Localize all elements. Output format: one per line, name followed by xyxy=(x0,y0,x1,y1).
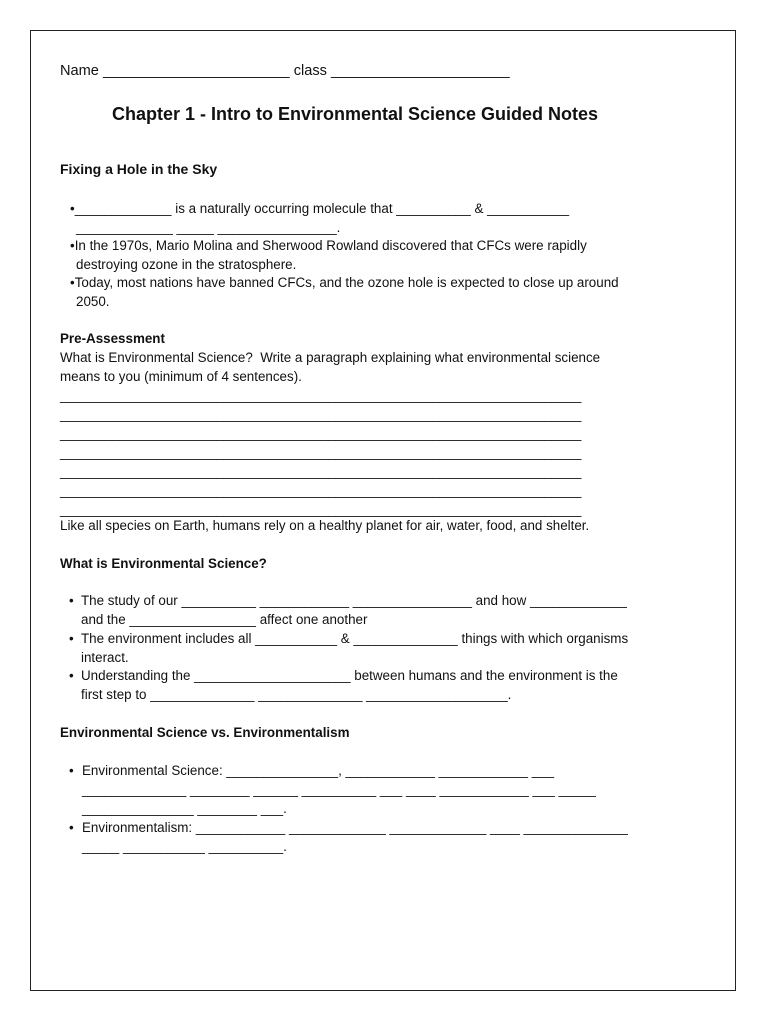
includes-bullet-line1: The environment includes all ___________ & ______________ things with which organisms xyxy=(81,631,629,646)
env-sci-bullet-line3: _______________ ________ ___. xyxy=(82,801,287,816)
bullet-dot: • xyxy=(69,763,74,778)
answer-line: ______________________________________________________________________ xyxy=(60,388,582,403)
answer-line: ______________________________________________________________________ xyxy=(60,407,582,422)
pre-assessment-heading: Pre-Assessment xyxy=(60,331,165,346)
bullet-dot: • xyxy=(69,668,74,683)
cfc-bullet-line1: •In the 1970s, Mario Molina and Sherwood Rowland discovered that CFCs were rapidly xyxy=(70,238,587,253)
answer-line: ______________________________________________________________________ xyxy=(60,426,582,441)
page-title: Chapter 1 - Intro to Environmental Science Guided Notes xyxy=(111,104,599,124)
ban-bullet-line1: •Today, most nations have banned CFCs, and the ozone hole is expected to close up around xyxy=(70,275,619,290)
env-sci-bullet-line2: ______________ ________ ______ __________ ___ ____ ____________ ___ _____ xyxy=(82,782,596,797)
bullet-dot: • xyxy=(69,593,74,608)
study-bullet-line2: and the _________________ affect one another xyxy=(81,612,368,627)
bullet-dot: • xyxy=(69,631,74,646)
ozone-bullet-line1: •_____________ is a naturally occurring molecule that __________ & ___________ xyxy=(70,201,570,216)
ozone-bullet-line2: _____________ _____ ________________. xyxy=(76,220,341,235)
study-bullet-line1: The study of our __________ ____________ ________________ and how _____________ xyxy=(81,593,627,608)
answer-line: ______________________________________________________________________ xyxy=(60,483,582,498)
includes-bullet-line2: interact. xyxy=(81,650,129,665)
env-sci-vs-environmentalism-heading: Environmental Science vs. Environmentalism xyxy=(60,725,350,740)
bullet-dot: • xyxy=(69,820,74,835)
pre-assessment-question-line1: What is Environmental Science? Write a paragraph explaining what environmental science xyxy=(60,350,601,365)
env-sci-bullet-line1: Environmental Science: _______________, ____________ ____________ ___ xyxy=(82,763,555,778)
what-is-env-sci-heading: What is Environmental Science? xyxy=(60,556,267,571)
section-heading-fixing-hole: Fixing a Hole in the Sky xyxy=(60,161,218,177)
ban-bullet-line2: 2050. xyxy=(76,294,110,309)
understanding-bullet-line1: Understanding the _____________________ between humans and the environment is the xyxy=(81,668,618,683)
answer-line: ______________________________________________________________________ xyxy=(60,445,582,460)
healthy-planet-sentence: Like all species on Earth, humans rely on a healthy planet for air, water, food, and shelter. xyxy=(60,518,590,533)
cfc-bullet-line2: destroying ozone in the stratosphere. xyxy=(76,257,297,272)
environmentalism-bullet-line1: Environmentalism: ____________ _____________ _____________ ____ ______________ xyxy=(82,820,628,835)
understanding-bullet-line2: first step to ______________ ______________ ___________________. xyxy=(81,687,512,702)
answer-line: ______________________________________________________________________ xyxy=(60,502,582,517)
answer-line: ______________________________________________________________________ xyxy=(60,464,582,479)
pre-assessment-question-line2: means to you (minimum of 4 sentences). xyxy=(60,369,302,384)
name-class-line: Name _______________________ class ______________________ xyxy=(60,63,510,79)
environmentalism-bullet-line2: _____ ___________ __________. xyxy=(82,839,287,854)
